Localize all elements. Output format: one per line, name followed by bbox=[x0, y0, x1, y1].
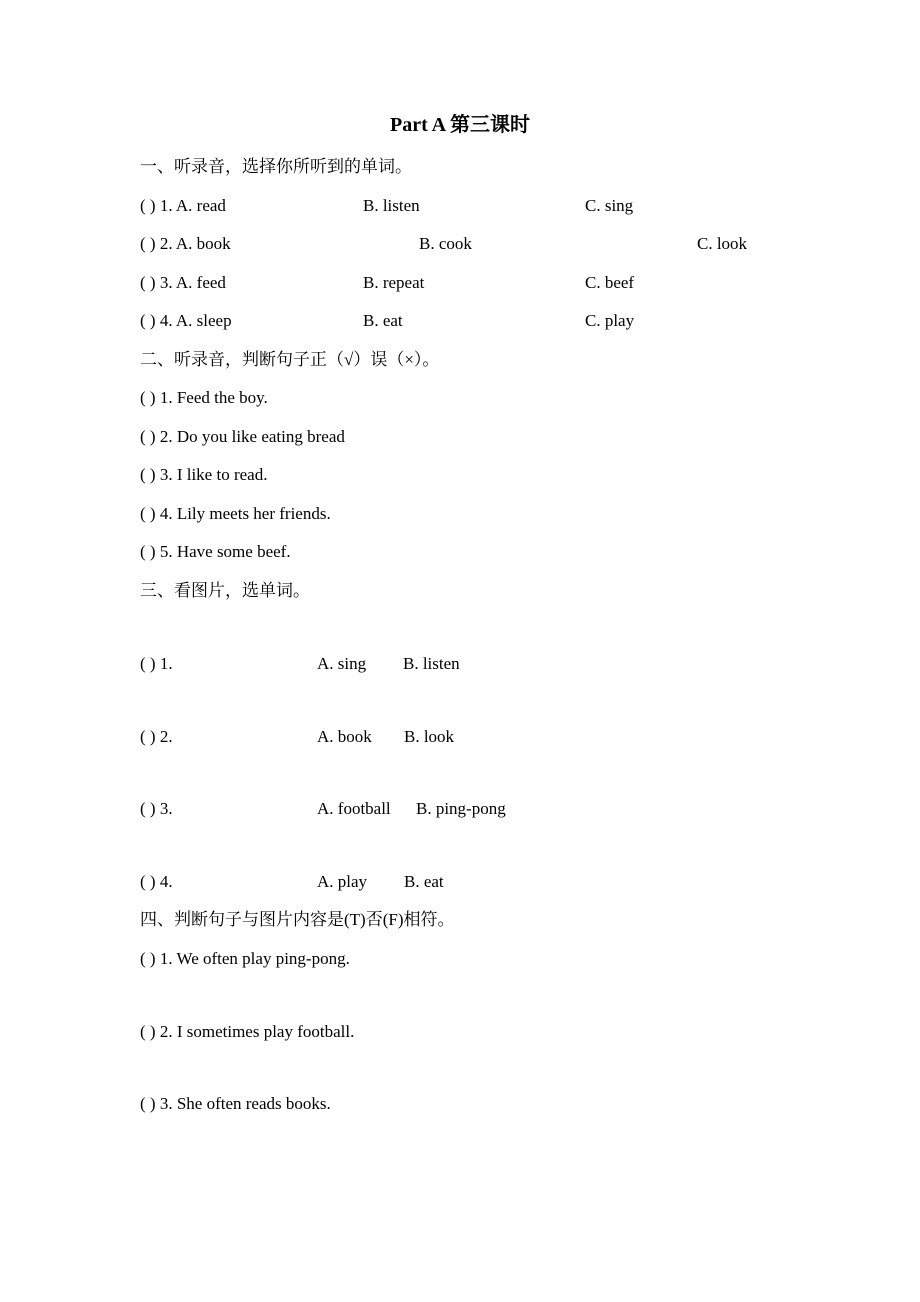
s1-q4-option-c: C. play bbox=[585, 311, 635, 330]
s3-q2-number: ( ) 2. bbox=[140, 727, 173, 746]
s1-q3-option-a: ( ) 3. A. feed bbox=[140, 273, 226, 292]
s1-q4-option-b: B. eat bbox=[363, 311, 403, 330]
section-2-heading: 二、听录音，判断句子正（√）误（×）。 bbox=[140, 350, 440, 369]
s4-question-2: ( ) 2. I sometimes play football. bbox=[140, 1022, 355, 1041]
s1-q2-option-a: ( ) 2. A. book bbox=[140, 234, 231, 253]
s1-q2-option-c: C. look bbox=[697, 234, 748, 253]
s2-question-5: ( ) 5. Have some beef. bbox=[140, 542, 291, 561]
s2-question-1: ( ) 1. Feed the boy. bbox=[140, 388, 268, 407]
s3-q1-number: ( ) 1. bbox=[140, 654, 173, 673]
section-4-heading: 四、判断句子与图片内容是(T)否(F)相符。 bbox=[140, 910, 455, 929]
s1-q2-option-b: B. cook bbox=[419, 234, 472, 253]
s2-question-2: ( ) 2. Do you like eating bread bbox=[140, 427, 345, 446]
section-1-heading: 一、听录音，选择你所听到的单词。 bbox=[140, 157, 412, 176]
s1-q1-option-b: B. listen bbox=[363, 196, 420, 215]
s3-q2-option-b: B. look bbox=[404, 727, 455, 746]
s3-q4-number: ( ) 4. bbox=[140, 872, 173, 891]
s3-q4-option-b: B. eat bbox=[404, 872, 444, 891]
s3-q1-option-a: A. sing bbox=[317, 654, 367, 673]
s3-q3-number: ( ) 3. bbox=[140, 799, 173, 818]
s3-q4-option-a: A. play bbox=[317, 872, 368, 891]
s3-q1-option-b: B. listen bbox=[403, 654, 460, 673]
page-title: Part A 第三课时 bbox=[390, 114, 530, 136]
s3-q2-option-a: A. book bbox=[317, 727, 372, 746]
s3-q3-option-a: A. football bbox=[317, 799, 391, 818]
s1-q3-option-b: B. repeat bbox=[363, 273, 425, 292]
section-3-heading: 三、看图片，选单词。 bbox=[140, 581, 310, 600]
s4-question-3: ( ) 3. She often reads books. bbox=[140, 1094, 331, 1113]
s1-q1-option-c: C. sing bbox=[585, 196, 634, 215]
s1-q3-option-c: C. beef bbox=[585, 273, 635, 292]
s1-q4-option-a: ( ) 4. A. sleep bbox=[140, 311, 232, 330]
s4-question-1: ( ) 1. We often play ping-pong. bbox=[140, 949, 350, 968]
s3-q3-option-b: B. ping-pong bbox=[416, 799, 506, 818]
s2-question-4: ( ) 4. Lily meets her friends. bbox=[140, 504, 331, 523]
s1-q1-option-a: ( ) 1. A. read bbox=[140, 196, 226, 215]
s2-question-3: ( ) 3. I like to read. bbox=[140, 465, 268, 484]
